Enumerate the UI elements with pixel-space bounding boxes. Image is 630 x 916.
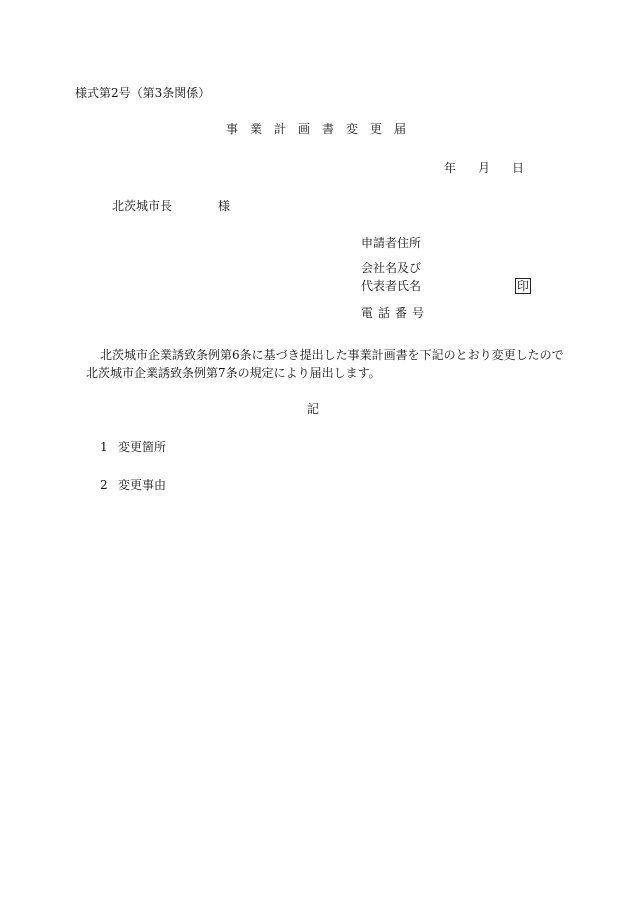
item-label: 変更事由: [118, 478, 167, 492]
list-item: [100, 441, 166, 453]
addressee-name: 北茨城市長: [112, 199, 173, 213]
item-number: 2: [100, 478, 108, 492]
representative-row: [361, 280, 536, 292]
addressee-honorific: 様: [218, 199, 231, 213]
notification-body-text: 北茨城市企業誘致条例第6条に基づき提出した事業計画書を下記のとおり変更したので北茨城市企業誘致条例第7条の規定により届出します。: [86, 348, 564, 380]
phone-label: 電話番号: [361, 306, 430, 320]
company-label-line2: 代表者氏名: [361, 279, 422, 293]
record-heading: 記: [307, 402, 320, 416]
seal-mark: 印: [517, 279, 530, 293]
item-number: 1: [100, 440, 108, 454]
date-year-label: 年: [444, 161, 457, 175]
company-label-line1: 会社名及び: [361, 261, 422, 275]
addressee-line: [112, 200, 230, 212]
document-title: 事業計画書変更届: [226, 122, 419, 136]
date-line: [444, 162, 524, 174]
item-label: 変更箇所: [118, 440, 167, 454]
notification-body: [86, 346, 566, 382]
form-number-label: 様式第2号（第3条関係）: [75, 86, 211, 100]
date-month-label: 月: [478, 161, 491, 175]
date-day-label: 日: [512, 161, 525, 175]
list-item: [100, 479, 166, 491]
applicant-address-label: 申請者住所: [361, 236, 422, 250]
